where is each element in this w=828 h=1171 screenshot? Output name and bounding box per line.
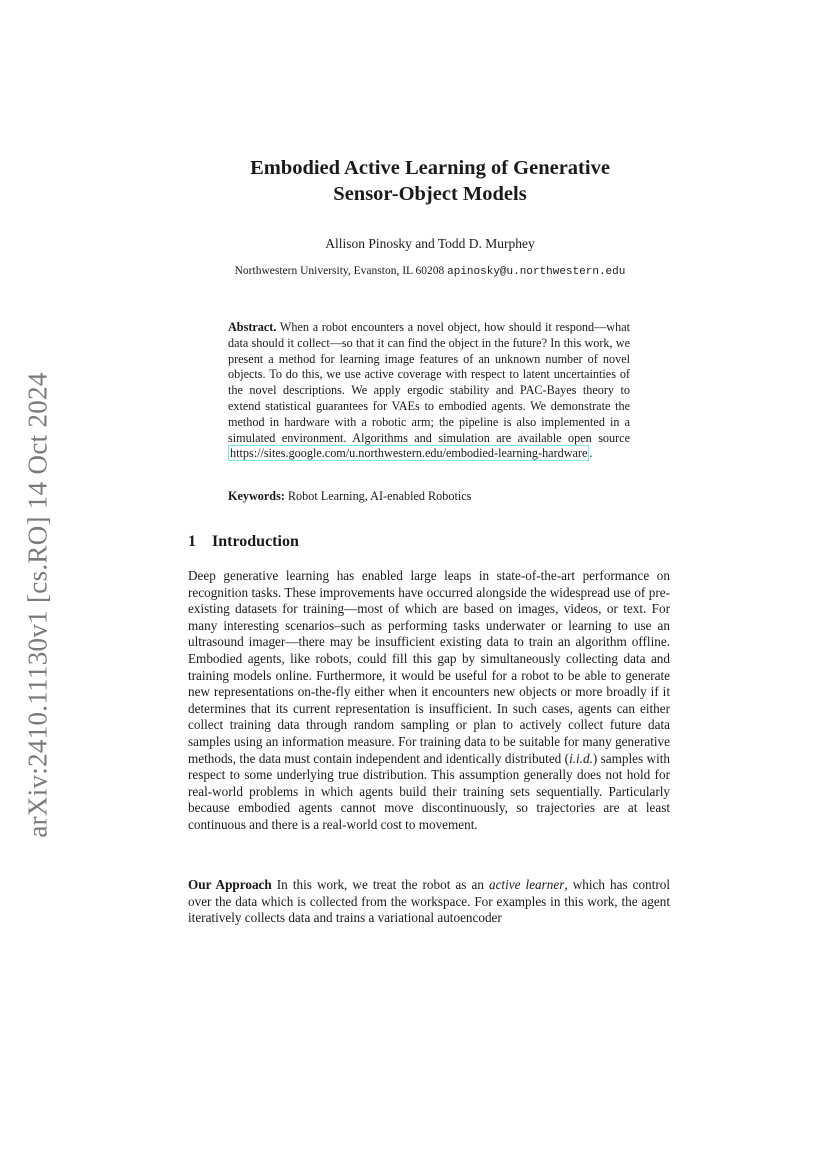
authors: Allison Pinosky and Todd D. Murphey <box>325 236 535 251</box>
abstract-text: When a robot encounters a novel object, how should it respond—what data should it collect—so that it can find the object in the future? In this work, we present a method for learning image features of an unknown number of novel objects. To do this, we use active coverage with respect to latent uncertainties of the novel descriptions. We apply ergodic stability and PAC-Bayes theory to extend statistical guarantees for VAEs to embodied agents. We demonstrate the method in hardware with a robotic arm; the pipeline is also implemented in a simulated environment. Algorithms and simulation are available open source <box>228 320 630 445</box>
intro-p2-text-a: In this work, we treat the robot as an <box>271 877 489 892</box>
abstract-label: Abstract. <box>228 320 277 334</box>
arxiv-identifier-stamp <box>18 360 58 850</box>
abstract <box>228 320 630 462</box>
affiliation: Northwestern University, Evanston, IL 60208 <box>234 265 445 277</box>
title-line-1: Embodied Active Learning of Generative <box>250 157 610 179</box>
intro-p1-text-a: Deep generative learning has enabled large leaps in state-of-the-art performance on recognition tasks. These improvements have occurred alongside the widespread use of pre-existing datasets for training—most of which are based on images, videos, or text. For many interesting scenarios–such as performing tasks underwater or learning to use an ultrasound imager—there may be insufficient existing data to train an algorithm offline. Embodied agents, like robots, could fill this gap by simultaneously collecting data and training models online. Furthermore, it would be useful for a robot to be able to generate new representations on-the-fly either when it encounters new objects or more broadly if it determines that its current representation is insufficient. In such cases, agents can either collect training data through random sampling or plan to actively collect future data samples using an information measure. For training data to be suitable for many generative methods, the data must contain independent and identically distributed ( <box>188 568 670 766</box>
section-title: Introduction <box>212 533 299 550</box>
section-heading-introduction <box>188 533 299 551</box>
active-learner-term: active learner <box>488 877 565 892</box>
keywords-label: Keywords: <box>228 489 285 503</box>
project-link[interactable]: https://sites.google.com/u.northwestern.edu/embodied-learning-hardware <box>230 446 588 461</box>
intro-paragraph-1 <box>188 568 670 834</box>
iid-term: i.i.d. <box>569 750 593 766</box>
intro-p2-text-b: , which has control over the data which is collected from the workspace. For examples in this work, the agent iteratively collects data and trains a variational autoencoder <box>188 877 671 926</box>
abstract-end: . <box>589 446 593 461</box>
section-number: 1 <box>188 533 196 550</box>
author-email: apinosky@u.northwestern.edu <box>447 266 626 278</box>
intro-paragraph-2 <box>188 877 670 927</box>
arxiv-identifier: arXiv:2410.11130v1 [cs.RO] 14 Oct 2024 <box>22 372 53 838</box>
affiliation-line <box>120 265 740 278</box>
paper-title <box>160 155 700 207</box>
keywords <box>228 489 630 504</box>
intro-p1-text-b: ) samples with respect to some underlying true distribution. This assumption generally does not hold for real-world problems in which agents build their training sets sequentially. Particularly because embodied agents cannot move discontinuously, so trajectories are at least continuous and there is a real-world cost to movement. <box>188 750 670 832</box>
title-line-2: Sensor-Object Models <box>333 183 527 205</box>
keywords-text: Robot Learning, AI-enabled Robotics <box>287 489 472 503</box>
our-approach-heading: Our Approach <box>188 877 272 892</box>
